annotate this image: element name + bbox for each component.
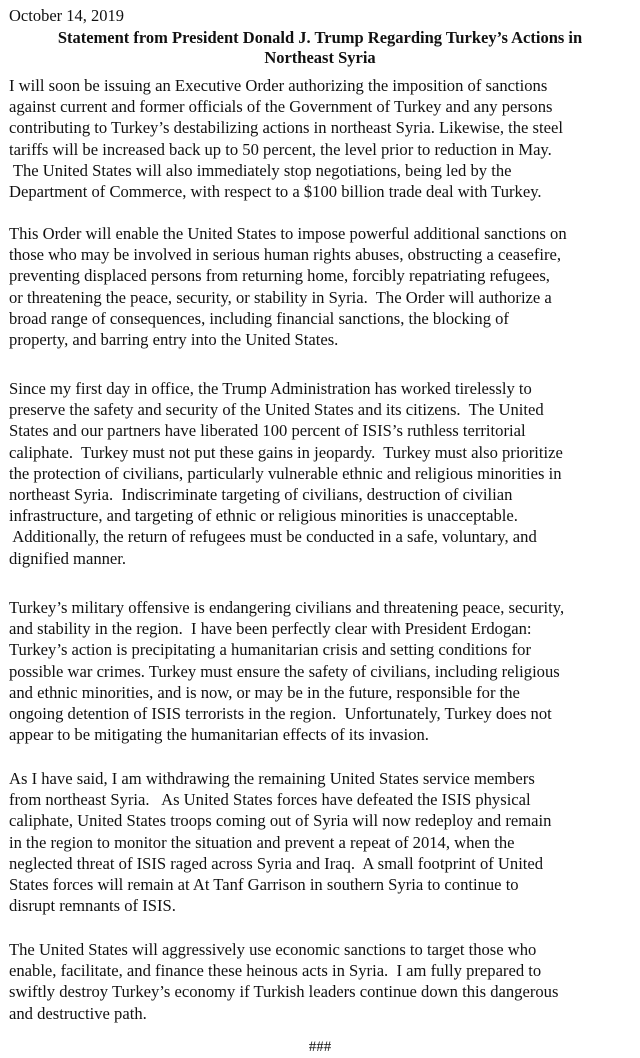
text-line: Since my first day in office, the Trump Administration has worked tirelessly to [9, 379, 532, 398]
text-line: tariffs will be increased back up to 50 percent, the level prior to reduction in May. [9, 139, 552, 159]
text-line: possible war crimes. Turkey must ensure the safety of civilians, including religious [9, 661, 560, 681]
text-line: ongoing detention of ISIS terrorists in the region. Unfortunately, Turkey does not [9, 704, 552, 724]
text-line: The United States will aggressively use economic sanctions to target those who [9, 940, 537, 959]
text-line: Turkey’s action is precipitating a humanitarian crisis and setting conditions for [9, 640, 531, 660]
text-line: enable, facilitate, and finance these heinous acts in Syria. I am fully prepared to [9, 961, 542, 981]
text-line: Department of Commerce, with respect to a $100 billion trade deal with Turkey. [9, 182, 542, 202]
text-line: caliphate, United States troops coming out of Syria will now redeploy and remain [9, 811, 552, 831]
text-line: Additionally, the return of refugees must be conducted in a safe, voluntary, and [9, 527, 537, 547]
paragraph-military-offensive [9, 597, 635, 745]
text-line: Turkey’s military offensive is endangering civilians and threatening peace, security, [9, 598, 565, 617]
text-line: The United States will also immediately stop negotiations, being led by the [9, 160, 512, 180]
text-line: and ethnic minorities, and is now, or may be in the future, responsible for the [9, 682, 520, 702]
text-line: This Order will enable the United States to impose powerful additional sanctions on [9, 224, 567, 243]
statement-title [0, 28, 640, 68]
text-line: infrastructure, and targeting of ethnic or religious minorities is unacceptable. [9, 506, 518, 526]
text-line: States forces will remain at At Tanf Garrison in southern Syria to continue to [9, 875, 519, 895]
text-line: I will soon be issuing an Executive Order authorizing the imposition of sanctions [9, 76, 548, 95]
text-line: As I have said, I am withdrawing the remaining United States service members [9, 769, 535, 788]
title-line: Northeast Syria [264, 48, 376, 67]
paragraph-troop-withdrawal [9, 768, 635, 916]
text-line: northeast Syria. Indiscriminate targeting of civilians, destruction of civilian [9, 485, 513, 505]
text-line: those who may be involved in serious human rights abuses, obstructing a ceasefire, [9, 245, 562, 265]
end-mark: ### [308, 1039, 332, 1055]
text-line: from northeast Syria. As United States forces have defeated the ISIS physical [9, 790, 531, 810]
text-line: preserve the safety and security of the United States and its citizens. The United [9, 400, 544, 420]
text-line: the protection of civilians, particularly vulnerable ethnic and religious minorities in [9, 463, 562, 483]
text-line: preventing displaced persons from returning home, forcibly repatriating refugees, [9, 266, 550, 286]
text-line: in the region to monitor the situation and prevent a repeat of 2014, when the [9, 832, 515, 852]
paragraph-administration-record [9, 378, 635, 569]
text-line: appear to be mitigating the humanitarian effects of its invasion. [9, 725, 429, 745]
title-line: Statement from President Donald J. Trump Regarding Turkey’s Actions in [57, 28, 583, 47]
text-line: swiftly destroy Turkey’s economy if Turkish leaders continue down this dangerous [9, 982, 559, 1002]
text-line: and destructive path. [9, 1003, 147, 1023]
text-line: broad range of consequences, including financial sanctions, the blocking of [9, 308, 509, 328]
text-line: contributing to Turkey’s destabilizing actions in northeast Syria. Likewise, the steel [9, 118, 563, 138]
paragraph-order-scope [9, 223, 635, 350]
text-line: dignified manner. [9, 548, 127, 568]
paragraph-sanctions-order [9, 75, 635, 202]
paragraph-economic-sanctions [9, 939, 635, 1024]
text-line: property, and barring entry into the United States. [9, 330, 339, 350]
text-line: disrupt remnants of ISIS. [9, 896, 176, 916]
text-line: caliphate. Turkey must not put these gains in jeopardy. Turkey must also prioritize [9, 442, 563, 462]
text-line: and stability in the region. I have been perfectly clear with President Erdogan: [9, 619, 532, 639]
statement-date: October 14, 2019 [9, 6, 125, 25]
text-line: against current and former officials of the Government of Turkey and any persons [9, 97, 553, 117]
text-line: or threatening the peace, security, or stability in Syria. The Order will authorize a [9, 287, 552, 307]
text-line: neglected threat of ISIS raged across Syria and Iraq. A small footprint of United [9, 853, 544, 873]
text-line: States and our partners have liberated 100 percent of ISIS’s ruthless territorial [9, 421, 526, 441]
